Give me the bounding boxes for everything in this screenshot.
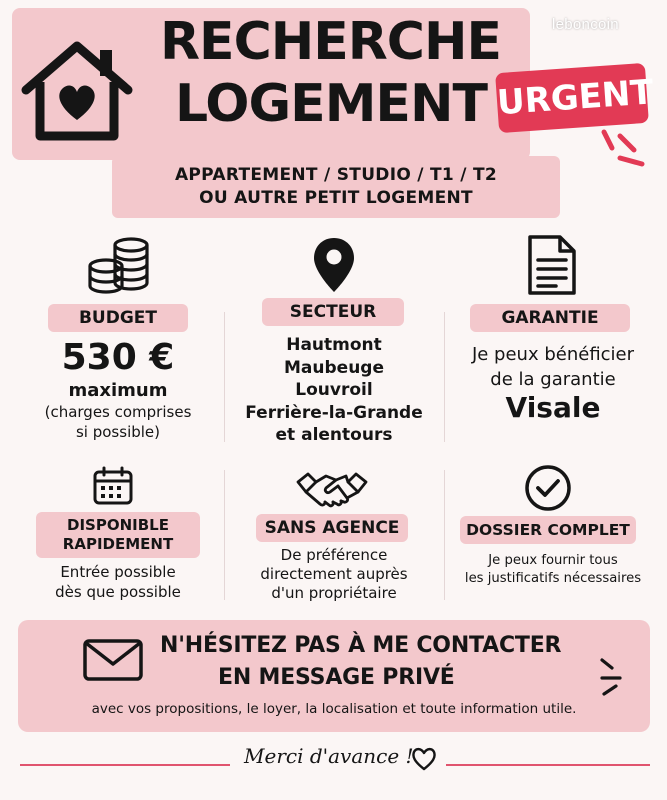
garantie-line-1: Je peux bénéficier: [471, 344, 635, 365]
calendar-icon: [92, 466, 134, 506]
sans-agence-line-2: directement auprès: [260, 565, 408, 583]
sans-agence-line-1: De préférence: [280, 546, 388, 564]
title-line-1: RECHERCHE: [160, 12, 502, 72]
check-circle-icon: [524, 464, 572, 512]
place-item: Louvroil: [295, 380, 373, 400]
contact-heading: [160, 630, 600, 694]
coins-icon: [86, 236, 152, 298]
sans-agence-text: [232, 546, 436, 603]
disponible-label-line-2: RAPIDEMENT: [62, 535, 174, 553]
title-line-2: LOGEMENT: [175, 74, 487, 134]
dossier-text: [448, 552, 658, 588]
garantie-text: [448, 342, 658, 392]
secteur-places: [234, 334, 434, 447]
separator: [224, 470, 225, 600]
footer-line-right: [446, 764, 650, 766]
contact-text: avec vos propositions, le loyer, la localisation et toute information utile.: [91, 701, 577, 717]
envelope-icon: [82, 638, 144, 682]
dossier-label: DOSSIER COMPLET: [460, 516, 636, 544]
subtitle-panel: [112, 156, 560, 218]
garantie-label: GARANTIE: [470, 304, 630, 332]
disponible-line-1: Entrée possible: [60, 563, 176, 581]
handshake-icon: [296, 468, 368, 512]
contact-heading-line-1: N'HÉSITEZ PAS À ME CONTACTER: [160, 633, 562, 658]
place-item: Maubeuge: [284, 357, 384, 378]
separator: [224, 312, 225, 442]
dossier-line-1: Je peux fournir tous: [488, 553, 618, 568]
disponible-text: [18, 562, 218, 602]
sparkle-lines-icon: [596, 654, 638, 698]
document-icon: [526, 234, 578, 296]
disponible-line-2: dès que possible: [55, 583, 181, 601]
heart-icon: [410, 746, 438, 772]
disponible-label: [36, 512, 200, 558]
location-pin-icon: [312, 236, 356, 294]
sans-agence-label: SANS AGENCE: [256, 514, 408, 542]
thanks-text: Merci d'avance !: [244, 744, 414, 768]
garantie-line-2: de la garantie: [490, 369, 616, 390]
place-item: Hautmont: [286, 335, 382, 355]
budget-amount: 530 €: [61, 337, 175, 378]
house-heart-icon: [18, 38, 136, 142]
place-item: Ferrière-la-Grande: [245, 402, 423, 423]
leboncoin-watermark: leboncoin: [552, 16, 619, 33]
budget-label: BUDGET: [48, 304, 188, 332]
separator: [444, 470, 445, 600]
secteur-label: SECTEUR: [262, 298, 404, 326]
budget-note-line-1: (charges comprises: [44, 403, 192, 421]
disponible-label-line-1: DISPONIBLE: [67, 516, 169, 534]
budget-qualifier: maximum: [68, 380, 168, 401]
subtitle-line-1: APPARTEMENT / STUDIO / T1 / T2: [174, 165, 498, 185]
budget-note: [18, 402, 218, 442]
subtitle-line-2: OU AUTRE PETIT LOGEMENT: [199, 188, 473, 208]
footer-line-left: [20, 764, 230, 766]
visale-text: Visale: [505, 391, 601, 424]
separator: [444, 312, 445, 442]
urgent-badge: URGENT: [495, 63, 649, 133]
sans-agence-line-3: d'un propriétaire: [271, 584, 397, 602]
dossier-line-2: les justificatifs nécessaires: [464, 571, 642, 586]
place-item: et alentours: [275, 425, 393, 445]
budget-note-line-2: si possible): [75, 423, 161, 441]
contact-heading-line-2: EN MESSAGE PRIVÉ: [218, 665, 455, 690]
urgent-burst-icon: [596, 124, 652, 174]
